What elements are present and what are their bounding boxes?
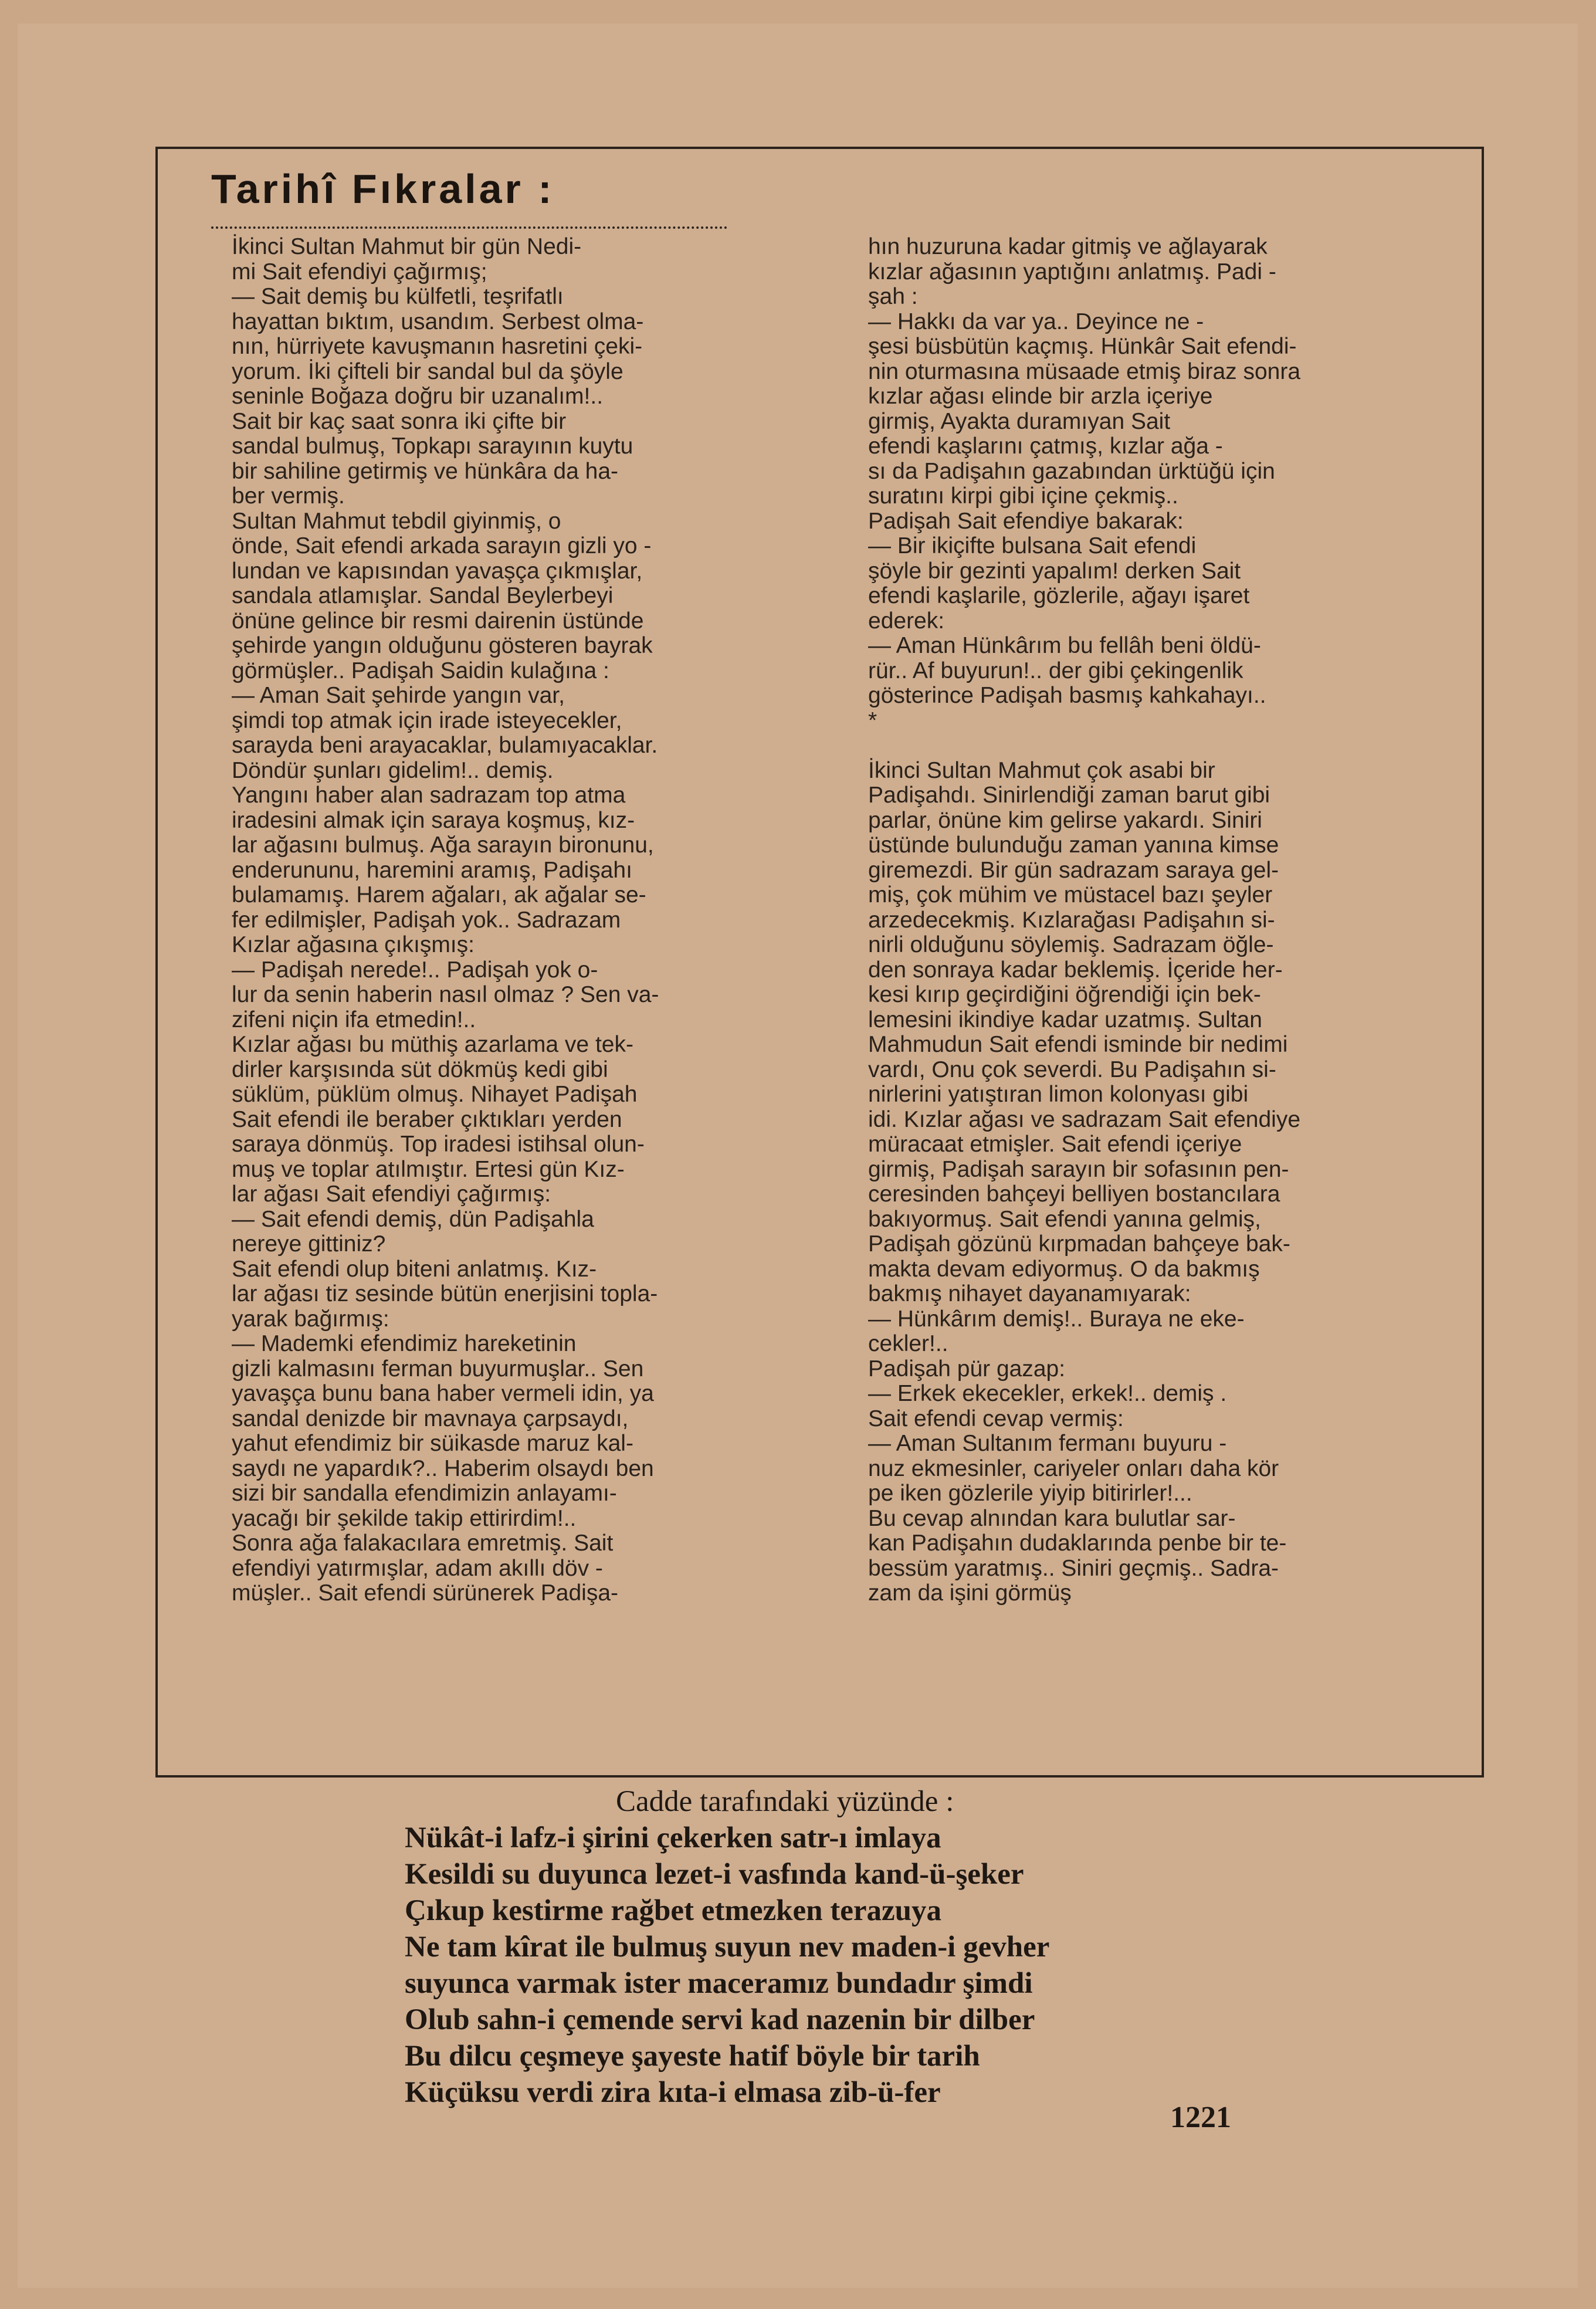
article-line: yahut efendimiz bir süikasde maruz kal-: [232, 1431, 633, 1456]
poem-line: suyunca varmak ister maceramız bundadır şimdi: [405, 1967, 1033, 2000]
article-line: girmiş, Padişah sarayın bir sofasının pen-: [868, 1156, 1289, 1182]
article-line: lemesini ikindiye kadar uzatmış. Sultan: [868, 1007, 1262, 1032]
article-line: lar ağası tiz sesinde bütün enerjisini topla-: [232, 1281, 658, 1306]
article-line: süklüm, püklüm olmuş. Nihayet Padişah: [232, 1082, 638, 1107]
article-line: Sait efendi olup biteni anlatmış. Kız-: [232, 1256, 597, 1282]
article-line: den sonraya kadar beklemiş. İçeride her-: [868, 957, 1283, 983]
article-line: Döndür şunları gidelim!.. demiş.: [232, 757, 554, 783]
article-line: enderununu, haremini aramış, Padişahı: [232, 857, 632, 883]
poem-line: Çıkup kestirme rağbet etmezken terazuya: [405, 1894, 941, 1927]
article-line: lar ağasını bulmuş. Ağa sarayın bironunu,: [232, 832, 654, 858]
article-line: Mahmudun Sait efendi isminde bir nedimi: [868, 1032, 1288, 1057]
article-line: gösterince Padişah basmış kahkahayı..: [868, 683, 1266, 708]
article-line: Sultan Mahmut tebdil giyinmiş, o: [232, 508, 561, 534]
poem-line: Kesildi su duyunca lezet-i vasfında kand-ü-şeker: [405, 1858, 1024, 1891]
article-line: — Aman Sultanım fermanı buyuru -: [868, 1431, 1227, 1456]
article-line: arzedecekmiş. Kızlarağası Padişahın si-: [868, 907, 1275, 933]
article-line: lar ağası Sait efendiyi çağırmış:: [232, 1181, 551, 1207]
article-line: lundan ve kapısından yavaşça çıkmışlar,: [232, 558, 643, 584]
article-line: saraya dönmüş. Top iradesi istihsal olun-: [232, 1132, 645, 1157]
article-line: Padişahdı. Sinirlendiği zaman barut gibi: [868, 783, 1270, 808]
article-line: bakıyormuş. Sait efendi yanına gelmiş,: [868, 1206, 1261, 1232]
article-line: girmiş, Ayakta duramıyan Sait: [868, 408, 1171, 434]
article-line: Kızlar ağasına çıkışmış:: [232, 932, 475, 957]
article-line: yacağı bir şekilde takip ettirirdim!..: [232, 1505, 577, 1531]
article-line: nereye gittiniz?: [232, 1231, 386, 1257]
article-line: makta devam ediyormuş. O da bakmış: [868, 1256, 1260, 1282]
article-line: suratını kirpi gibi içine çekmiş..: [868, 483, 1178, 509]
article-line: şimdi top atmak için irade isteyecekler,: [232, 707, 622, 733]
article-line: — Bir ikiçifte bulsana Sait efendi: [868, 533, 1197, 558]
article-line: kesi kırıp geçirdiğini öğrendiği için bek-: [868, 982, 1261, 1007]
article-line: ceresinden bahçeyi belliyen bostancılara: [868, 1181, 1280, 1207]
article-line: İkinci Sultan Mahmut bir gün Nedi-: [232, 234, 582, 259]
article-line: iradesini almak için saraya koşmuş, kız-: [232, 807, 635, 833]
article-line: — Aman Sait şehirde yangın var,: [232, 683, 565, 708]
article-line: yavaşça bunu bana haber vermeli idin, ya: [232, 1381, 654, 1406]
article-line: — Hünkârım demiş!.. Buraya ne eke-: [868, 1306, 1245, 1332]
article-line: kızlar ağasının yaptığını anlatmış. Padi -: [868, 259, 1276, 285]
article-line: — Padişah nerede!.. Padişah yok o-: [232, 957, 598, 983]
article-line: Yangını haber alan sadrazam top atma: [232, 783, 626, 808]
article-line: bakmış nihayet dayanamıyarak:: [868, 1281, 1191, 1306]
article-line: şesi büsbütün kaçmış. Hünkâr Sait efendi-: [868, 334, 1297, 359]
article-line: Sonra ağa falakacılara emretmiş. Sait: [232, 1531, 614, 1556]
article-line: ederek:: [868, 608, 945, 634]
article-line: cekler!..: [868, 1331, 948, 1356]
article-line: görmüşler.. Padişah Saidin kulağına :: [232, 658, 609, 683]
poem-lines: [405, 1820, 1285, 2111]
article-line: gizli kalmasını ferman buyurmuşlar.. Sen: [232, 1356, 644, 1382]
article-line: lur da senin haberin nasıl olmaz ? Sen va-: [232, 982, 659, 1007]
article-line: nirlerini yatıştıran limon kolonyası gibi: [868, 1082, 1249, 1107]
article-line: bessüm yaratmış.. Siniri geçmiş.. Sadra-: [868, 1555, 1279, 1581]
article-line: ber vermiş.: [232, 483, 345, 509]
article-line: — Aman Hünkârım bu fellâh beni öldü-: [868, 633, 1261, 658]
article-line: Sait efendi ile beraber çıktıkları yerden: [232, 1106, 622, 1132]
article-line: Bu cevap alnından kara bulutlar sar-: [868, 1505, 1236, 1531]
article-line: efendiyi yatırmışlar, adam akıllı döv -: [232, 1555, 603, 1581]
article-line: — Sait demiş bu külfetli, teşrifatlı: [232, 284, 564, 309]
article-line: Sait efendi cevap vermiş:: [868, 1406, 1124, 1431]
article-line: müşler.. Sait efendi sürünerek Padişa-: [232, 1580, 619, 1606]
poem-line: Bu dilcu çeşmeye şayeste hatif böyle bir tarih: [405, 2040, 980, 2073]
article-line: hayattan bıktım, usandım. Serbest olma-: [232, 309, 644, 334]
article-line: yorum. İki çifteli bir sandal bul da şöyle: [232, 358, 624, 384]
article-line: dirler karşısında süt dökmüş kedi gibi: [232, 1057, 608, 1082]
article-line: yarak bağırmış:: [232, 1306, 389, 1332]
article-line: sandal bulmuş, Topkapı sarayının kuytu: [232, 434, 633, 459]
article-line: — Mademki efendimiz hareketinin: [232, 1331, 577, 1356]
article-line: nin oturmasına müsaade etmiş biraz sonra: [868, 358, 1301, 384]
article-line: idi. Kızlar ağası ve sadrazam Sait efendiye: [868, 1106, 1301, 1132]
article-line: saydı ne yapardık?.. Haberim olsaydı ben: [232, 1455, 654, 1481]
article-line: vardı, Onu çok severdi. Bu Padişahın si-: [868, 1057, 1276, 1082]
poem: [405, 1783, 1285, 2111]
article-line: — Hakkı da var ya.. Deyince ne -: [868, 309, 1204, 334]
poem-heading: Cadde tarafındaki yüzünde :: [616, 1785, 954, 1818]
article-line: rür.. Af buyurun!.. der gibi çekingenlik: [868, 658, 1243, 683]
article-line: Padişah gözünü kırpmadan bahçeye bak-: [868, 1231, 1290, 1257]
article-line: seninle Boğaza doğru bir uzanalım!..: [232, 384, 604, 409]
title-underline: [211, 218, 727, 229]
article-line: şöyle bir gezinti yapalım! derken Sait: [868, 558, 1241, 584]
article-line: bulamamış. Harem ağaları, ak ağalar se-: [232, 882, 646, 908]
article-line: *: [868, 707, 877, 733]
article-line: sı da Padişahın gazabından ürktüğü için: [868, 458, 1275, 484]
article-line: üstünde bulunduğu zaman yanına kimse: [868, 832, 1279, 858]
left-column: [232, 235, 789, 1606]
article-line: sizi bir sandalla efendimizin anlayamı-: [232, 1481, 617, 1506]
article-line: Padişah Sait efendiye bakarak:: [868, 508, 1184, 534]
poem-line: Ne tam kîrat ile bulmuş suyun nev maden-i gevher: [405, 1931, 1050, 1963]
article-line: önde, Sait efendi arkada sarayın gizli yo -: [232, 533, 652, 558]
article-line: zam da işini görmüş: [868, 1580, 1072, 1606]
article-line: fer edilmişler, Padişah yok.. Sadrazam: [232, 907, 621, 933]
article-line: önüne gelince bir resmi dairenin üstünde: [232, 608, 644, 634]
poem-line: Olub sahn-i çemende servi kad nazenin bir dilber: [405, 2003, 1035, 2036]
article-line: sarayda beni arayacaklar, bulamıyacaklar.: [232, 733, 658, 758]
article-line: hın huzuruna kadar gitmiş ve ağlayarak: [868, 234, 1268, 259]
article-line: sandala atlamışlar. Sandal Beylerbeyi: [232, 583, 614, 608]
right-column: [868, 235, 1425, 1606]
article-line: pe iken gözlerile yiyip bitirirler!...: [868, 1481, 1192, 1506]
article-line: Kızlar ağası bu müthiş azarlama ve tek-: [232, 1032, 633, 1057]
article-line: muş ve toplar atılmıştır. Ertesi gün Kız-: [232, 1156, 625, 1182]
article-line: nuz ekmesinler, cariyeler onları daha kör: [868, 1455, 1279, 1481]
article-line: mi Sait efendiyi çağırmış;: [232, 259, 487, 285]
page-number: 1221: [1170, 2101, 1231, 2134]
article-line: — Erkek ekecekler, erkek!.. demiş .: [868, 1381, 1227, 1406]
article-line: İkinci Sultan Mahmut çok asabi bir: [868, 757, 1215, 783]
article-line: sandal denizde bir mavnaya çarpsaydı,: [232, 1406, 629, 1431]
article-title: Tarihî Fıkralar :: [211, 166, 555, 212]
article-line: nın, hürriyete kavuşmanın hasretini çeki-: [232, 334, 643, 359]
article-line: zifeni niçin ifa etmedin!..: [232, 1007, 476, 1032]
article-line: efendi kaşlarile, gözlerile, ağayı işaret: [868, 583, 1250, 608]
article-line: parlar, önüne kim gelirse yakardı. Siniri: [868, 807, 1262, 833]
article-line: [868, 733, 1425, 759]
article-line: kızlar ağası elinde bir arzla içeriye: [868, 384, 1213, 409]
article-line: Sait bir kaç saat sonra iki çifte bir: [232, 408, 567, 434]
poem-line: Küçüksu verdi zira kıta-i elmasa zib-ü-fer: [405, 2076, 941, 2109]
article-line: Padişah pür gazap:: [868, 1356, 1066, 1382]
article-line: şah :: [868, 284, 918, 309]
article-line: nirli olduğunu söylemiş. Sadrazam öğle-: [868, 932, 1274, 957]
article-line: giremezdi. Bir gün sadrazam saraya gel-: [868, 857, 1279, 883]
poem-line: Nükât-i lafz-i şirini çekerken satr-ı imlaya: [405, 1822, 941, 1854]
article-line: efendi kaşlarını çatmış, kızlar ağa -: [868, 434, 1223, 459]
article-line: kan Padişahın dudaklarında penbe bir te-: [868, 1531, 1287, 1556]
article-line: bir sahiline getirmiş ve hünkâra da ha-: [232, 458, 619, 484]
article-line: müracaat etmişler. Sait efendi içeriye: [868, 1132, 1242, 1157]
article-line: — Sait efendi demiş, dün Padişahla: [232, 1206, 594, 1232]
article-line: şehirde yangın olduğunu gösteren bayrak: [232, 633, 653, 658]
article-line: miş, çok mühim ve müstacel bazı şeyler: [868, 882, 1273, 908]
